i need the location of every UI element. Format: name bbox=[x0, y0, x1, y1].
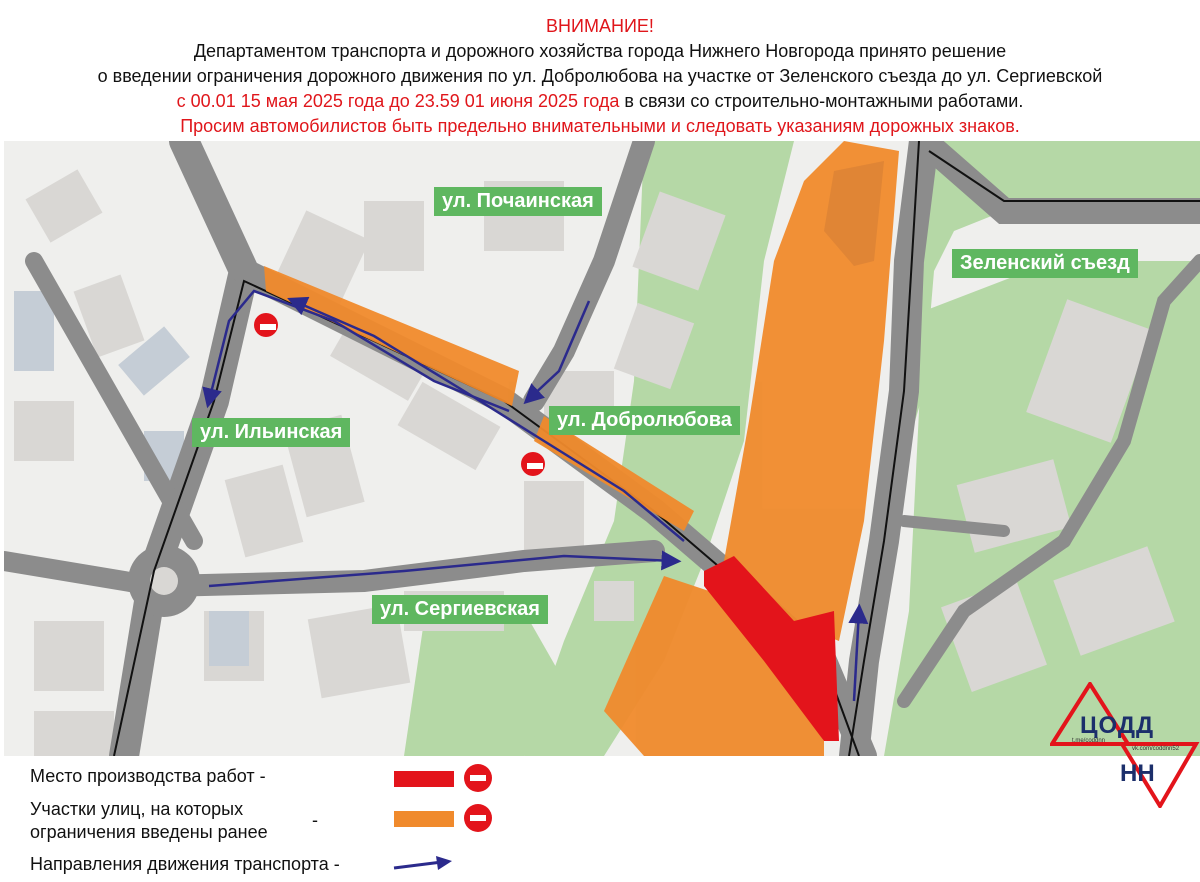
legend-directions: Направления движения транспорта - bbox=[30, 854, 340, 874]
notice-line-3: о введении ограничения дорожного движения по ул. Добролюбова на участке от Зеленского съезда до ул. Сергиевской bbox=[97, 66, 1103, 86]
logo-top-text: ЦОДД bbox=[1080, 712, 1155, 739]
no-entry-sign-1 bbox=[254, 313, 278, 337]
logo-bottom-text: НН bbox=[1120, 760, 1155, 787]
legend-earlier-swatch bbox=[394, 811, 454, 827]
logo-link-left: t.me/coddnn bbox=[1072, 738, 1106, 744]
notice-line-5: Просим автомобилистов быть предельно внимательными и следовать указаниям дорожных знаков. bbox=[180, 116, 1020, 136]
traffic-map bbox=[4, 141, 1200, 756]
notice-line-2: Департаментом транспорта и дорожного хозяйства города Нижнего Новгорода принято решение bbox=[193, 41, 1007, 61]
legend-works: Место производства работ - bbox=[30, 766, 266, 786]
legend-works-swatch bbox=[394, 771, 454, 787]
legend-earlier-line2: ограничения введены ранее bbox=[30, 822, 268, 842]
notice-title: ВНИМАНИЕ! bbox=[546, 16, 654, 36]
label-dobrolyubova: ул. Добролюбова bbox=[549, 406, 740, 435]
legend-earlier-line1: Участки улиц, на которых bbox=[30, 799, 244, 819]
label-ilinskaya: ул. Ильинская bbox=[192, 418, 350, 447]
legend-earlier-dash: - bbox=[312, 810, 318, 830]
notice-line-4 bbox=[0, 89, 1200, 114]
notice-reason: в связи со строительно-монтажными работами. bbox=[619, 91, 1024, 111]
label-sergievskaya: ул. Сергиевская bbox=[372, 595, 548, 624]
logo-link-right: vk.com/coddnn52 bbox=[1132, 746, 1180, 752]
label-zelensky: Зеленский съезд bbox=[952, 249, 1138, 278]
label-pochainskaya: ул. Почаинская bbox=[434, 187, 602, 216]
map-canvas bbox=[4, 141, 1200, 756]
notice-header bbox=[0, 14, 1200, 139]
no-entry-sign-2 bbox=[521, 452, 545, 476]
logo-triangles bbox=[1050, 682, 1200, 808]
notice-period: с 00.01 15 мая 2025 года до 23.59 01 июня 2025 года bbox=[176, 91, 620, 111]
legend-arrow-icon bbox=[392, 854, 456, 874]
codd-logo bbox=[1050, 682, 1200, 808]
legend-works-sign-icon bbox=[464, 764, 492, 792]
legend-earlier-sign-icon bbox=[464, 804, 492, 832]
